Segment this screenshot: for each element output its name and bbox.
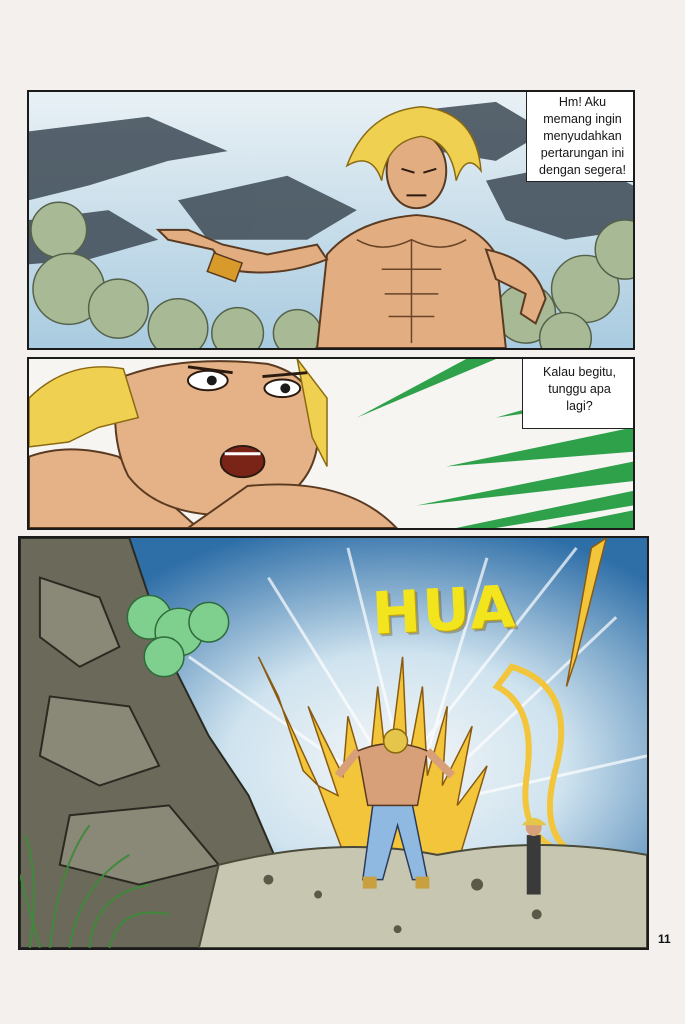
sound-effect-text: HUA xyxy=(370,572,519,648)
panel-3 xyxy=(18,536,649,950)
angry-face-closeup xyxy=(29,359,397,528)
speech-bubble-2: Kalau begitu, tunggu apa lagi? xyxy=(522,357,635,429)
page-number: 11 xyxy=(658,932,671,946)
panel-2 xyxy=(27,357,635,530)
speech-bubble-1: Hm! Aku memang ingin menyudahkan pertarungan ini dengan segera! xyxy=(526,90,635,182)
panel-1 xyxy=(27,90,635,350)
panel-3-art xyxy=(20,538,647,948)
